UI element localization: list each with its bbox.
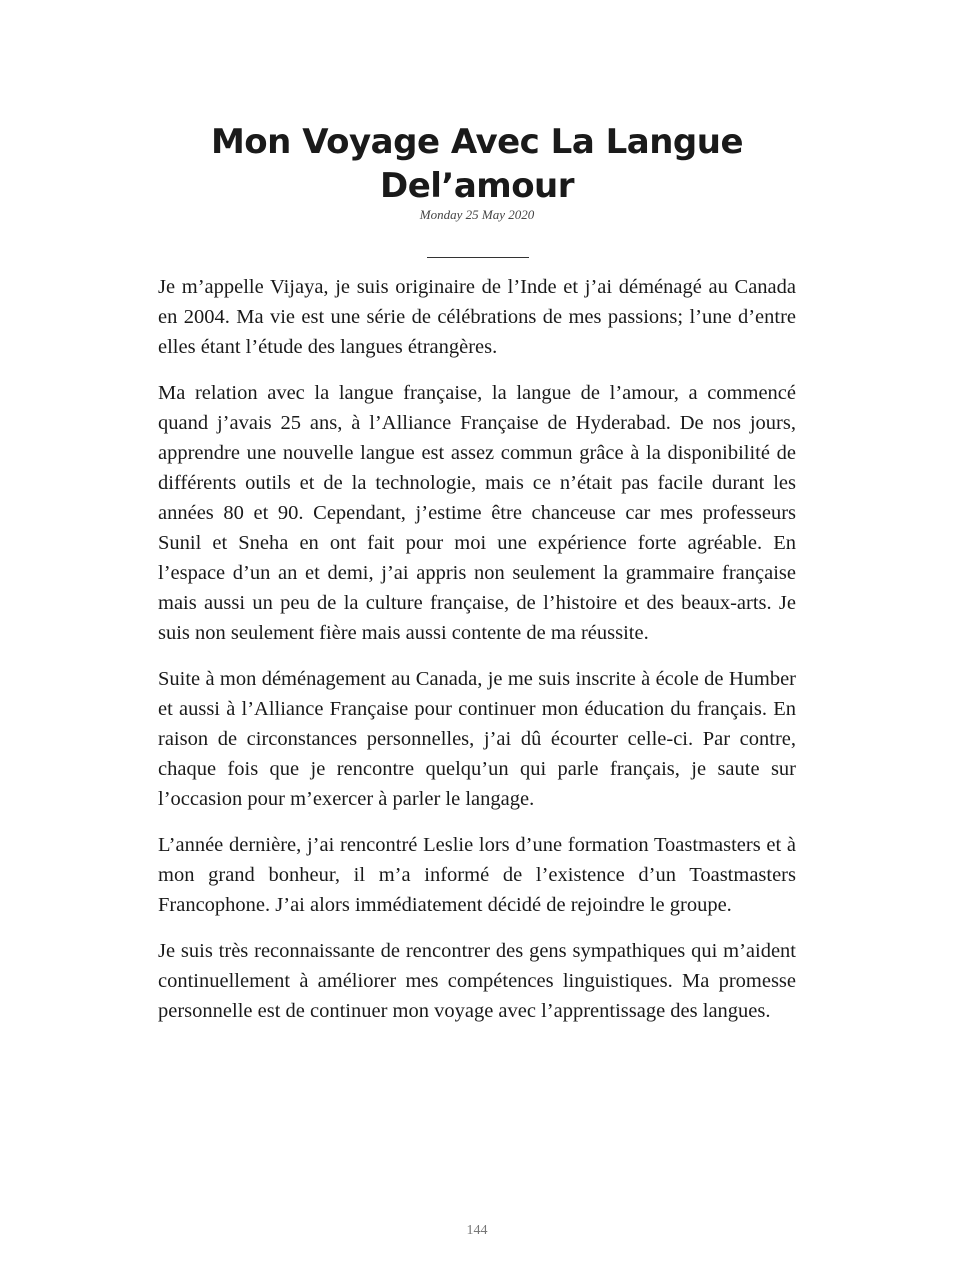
article-title-line-1: Mon Voyage Avec La Langue — [210, 122, 744, 162]
article-body — [158, 272, 796, 1042]
paragraph-5: Je suis très reconnaissante de rencontrer des gens sympathiques qui m’aident continuellement à améliorer mes compétences linguistiques. Ma promesse personnelle est de continuer mon voyage avec l’apprentissage des langues. — [158, 940, 796, 1022]
paragraph-4: L’année dernière, j’ai rencontré Leslie lors d’une formation Toastmasters et à mon grand bonheur, il m’a informé de l’existence d’un Toastmasters Francophone. J’ai alors immédiatement décidé de rejoindre le groupe. — [158, 834, 796, 916]
article-date: Monday 25 May 2020 — [419, 207, 535, 222]
article-title-line-2: Del’amour — [379, 166, 575, 206]
title-divider — [427, 257, 529, 258]
page-number: 144 — [466, 1223, 488, 1238]
paragraph-3: Suite à mon déménagement au Canada, je me suis inscrite à école de Humber et aussi à l’Alliance Française pour continuer mon éducation du français. En raison de circonstances personnelles, j’ai dû écourter celle-ci. Par contre, chaque fois que je rencontre quelqu’un qui parle français, je saute sur l’occasion pour m’exercer à parler le langage. — [158, 668, 796, 810]
article-title — [0, 120, 954, 208]
paragraph-2: Ma relation avec la langue française, la langue de l’amour, a commencé quand j’avais 25 ans, à l’Alliance Française de Hyderabad. De nos jours, apprendre une nouvelle langue est assez commun grâce à la disponibilité de différents outils et de la technologie, mais ce n’était pas facile durant les années 80 et 90. Cependant, j’estime être chanceuse car mes professeurs Sunil et Sneha en ont fait pour moi une expérience forte agréable. En l’espace d’un an et demi, j’ai appris non seulement la grammaire française mais aussi un peu de la culture française, de l’histoire et des beaux-arts. Je suis non seulement fière mais aussi contente de ma réussite. — [158, 382, 796, 644]
paragraph-1: Je m’appelle Vijaya, je suis originaire de l’Inde et j’ai déménagé au Canada en 2004. Ma vie est une série de célébrations de mes passions; l’une d’entre elles étant l’étude des langues étrangères. — [158, 276, 796, 358]
